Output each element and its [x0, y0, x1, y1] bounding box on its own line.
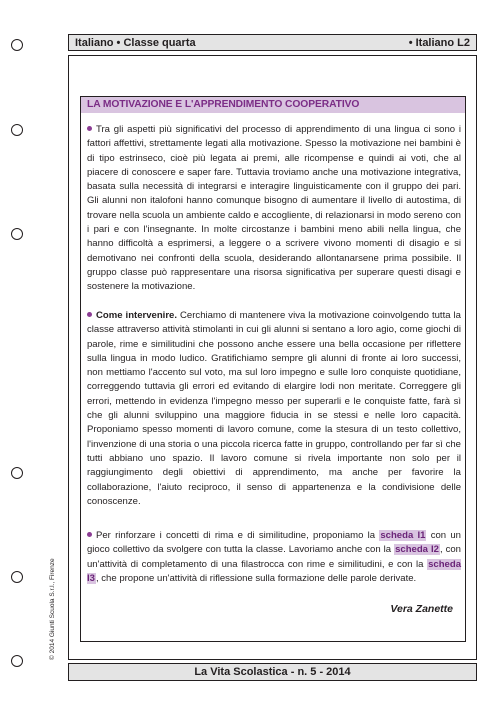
paragraph-intro-text: Tra gli aspetti più significativi del processo di apprendimento di una lingua ci sono i fattori affettivi, strettamente legati alla motivazione. Spesso la motivazione nei bambini è di tipo estrinseco, cioè più legata ai premi, alle ricompense e quindi ai voti, che al piacere di conoscere e saper fare. Tuttavia troviamo anche una motivazione integrativa, basata sulla necessità di integrarsi e interagire linguisticamente con il gruppo dei pari. Gli alunni non italofoni hanno comunque bisogno di aumentare il livello di autostima, di trovare nella scuola un ambiente caldo e accogliente, di relazionarsi in modo sereno con i pari e con l'insegnante. In molte circostanze i bambini meno abili nella lingua, che hanno difficoltà a esprimersi, a leggere o a scrivere vivono momenti di disagio e si demotivano nei confronti della scuola, desiderando allontanarsene prima possibile. Il gruppo classe può rappresentare una risorsa significativa per superare questi disagi e sostenere la motivazione. — [87, 124, 461, 293]
subject-level: Italiano • Classe quarta — [75, 36, 196, 49]
paragraph-worksheets-text: , che propone un'attività di riflessione sulla formazione delle parole derivate. — [95, 572, 417, 584]
bullet-icon — [87, 532, 92, 537]
paragraph-lead: Come intervenire. — [96, 310, 178, 321]
copyright-credit: © 2014 Giunti Scuola S.r.l., Firenze — [49, 558, 56, 660]
paragraph-worksheets — [87, 529, 461, 586]
paragraph-intervention — [87, 309, 461, 509]
scheda-i1-link[interactable]: scheda I1 — [380, 530, 426, 541]
paragraph-worksheets-text: con un gioco collettivo da svolgere con tutta la classe. Lavoriamo anche con la — [87, 530, 461, 556]
scheda-i3-link[interactable]: scheda I3 — [87, 558, 462, 584]
article-title: LA MOTIVAZIONE E L'APPRENDIMENTO COOPERATIVO — [87, 99, 360, 110]
header-bar — [68, 34, 477, 51]
article-panel — [80, 96, 466, 642]
binder-hole — [11, 39, 23, 51]
paragraph-worksheets-text: , con un'attività di completamento di una filastrocca con rime e similitudini, e con la — [87, 544, 461, 570]
section-label: • Italiano L2 — [408, 36, 470, 49]
scheda-i2-link[interactable]: scheda I2 — [395, 544, 439, 556]
footer-bar — [68, 663, 477, 681]
binder-hole — [11, 228, 23, 240]
bullet-icon — [87, 312, 92, 317]
binder-hole — [11, 571, 23, 583]
paragraph-worksheets-text: Per rinforzare i concetti di rima e di similitudine, proponiamo la — [96, 530, 376, 541]
paragraph-intervention-text: Cerchiamo di mantenere viva la motivazione coinvolgendo tutta la classe attraverso attività stimolanti in cui gli alunni si sentano a loro agio, come giochi di parole, rime e similitudini che possono anche essere una bella occasione per riflettere sulla lingua in modo ludico. Gratifichiamo sempre gli alunni di fronte ai loro successi, non mettiamo l'accento sul voto, ma sul loro impegno e sulle loro conquiste quotidiane, correggendo tuttavia gli errori ed evitando di elargire lodi non meritate. Correggere gli errori, mettendo in evidenza l'impegno messo per superarli e le conquiste fatte, farà sì che gli alunni sviluppino una maggiore fiducia in se stessi e nelle loro capacità. Proponiamo spesso momenti di lavoro comune, come la stesura di un testo collettivo, l'invenzione di una storia o una piccola ricerca fatte in gruppo, controllando per far sì che tutti abbiano uno spazio. Il lavoro comune si rivela importante non solo per il raggiungimento degli obiettivi di apprendimento, ma anche per favorire la collaborazione, l'aiuto reciproco, il senso di appartenenza e la condivisione delle conoscenze. — [87, 310, 461, 507]
footer-text: La Vita Scolastica - n. 5 - 2014 — [194, 666, 351, 678]
binder-hole — [11, 124, 23, 136]
bullet-icon — [87, 126, 92, 131]
paragraph-intro — [87, 123, 461, 295]
binder-hole — [11, 655, 23, 667]
author-signature: Vera Zanette — [390, 603, 453, 615]
binder-hole — [11, 467, 23, 479]
